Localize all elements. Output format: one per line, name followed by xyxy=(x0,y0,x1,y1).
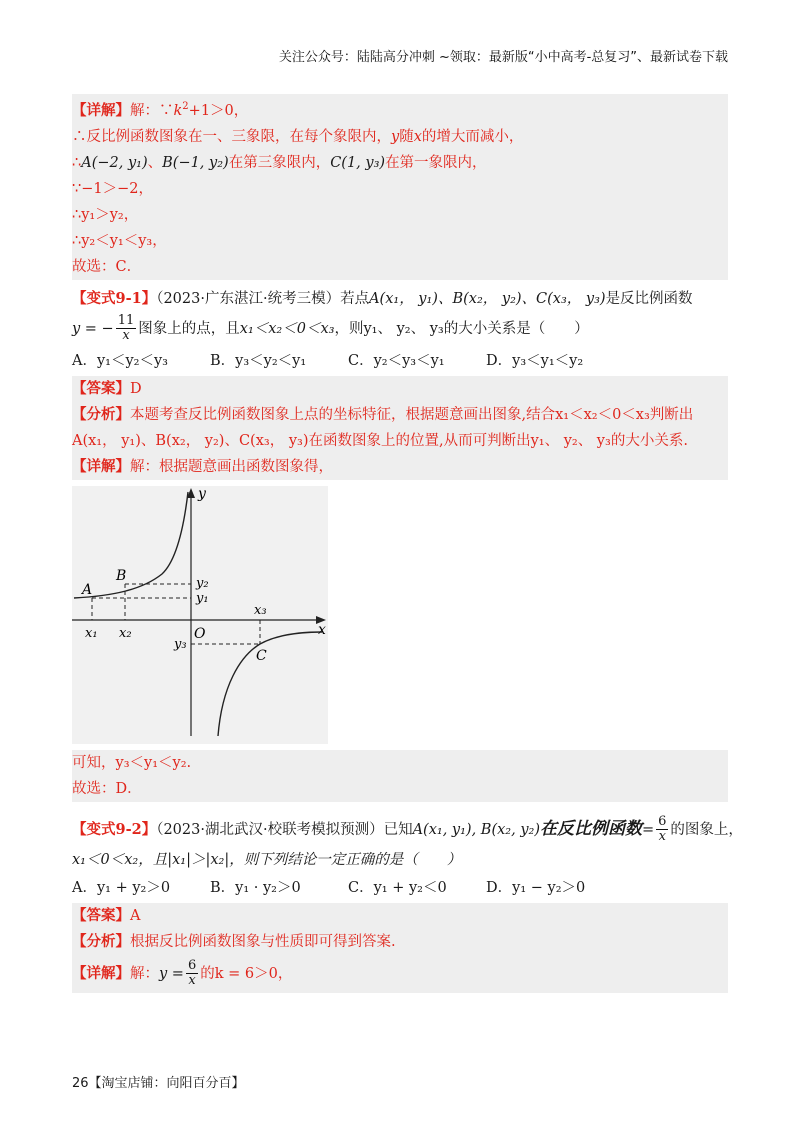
detail-pre: 解： xyxy=(130,965,159,982)
detail-tag: 【详解】 xyxy=(72,101,130,119)
variant-9-2-frac xyxy=(656,815,668,844)
label-o: O xyxy=(194,625,206,642)
label-y1: y₁ xyxy=(196,590,209,606)
option-b[interactable]: B．y₁ · y₂＞0 xyxy=(210,879,301,896)
detail-line2-y: y xyxy=(391,128,400,145)
variant-9-1-options xyxy=(72,346,728,376)
detail-denominator: x xyxy=(188,973,196,989)
detail-numerator: 6 xyxy=(187,958,197,974)
variant-9-2-end1: 的图象上， xyxy=(670,821,743,838)
detail-line3-mid: 在第三象限内， xyxy=(228,154,331,171)
page-footer: 26【淘宝店铺：向阳百分百】 xyxy=(72,1076,245,1091)
option-a[interactable]: A．y₁＜y₂＜y₃ xyxy=(72,352,168,369)
detail-line3-sep: 、 xyxy=(147,154,163,171)
variant-9-1-solution xyxy=(72,376,728,480)
variant-9-1-func-pre: y = − xyxy=(72,320,114,337)
label-y3: y₃ xyxy=(174,636,187,652)
label-b: B xyxy=(116,567,127,584)
answer-tag: 【答案】 xyxy=(72,906,130,924)
detail-line2: ∴反比例函数图象在一、三象限，在每个象限内， xyxy=(72,128,391,145)
option-a[interactable]: A．y₁ + y₂＞0 xyxy=(72,879,171,896)
variant-9-1 xyxy=(72,280,728,802)
detail-line3-B: B(−1, y₂) xyxy=(162,154,229,171)
label-x: x xyxy=(318,621,326,638)
detail-line1-k: k xyxy=(173,102,183,119)
label-x1: x₁ xyxy=(85,625,98,641)
variant-9-2-tag: 【变式9-2】 xyxy=(72,820,157,838)
answer-tag: 【答案】 xyxy=(72,379,130,397)
detail-tag: 【详解】 xyxy=(72,964,130,982)
page-header: 关注公众号：陆陆高分冲刺 ~领取：最新版“小中高考-总复习”、最新试卷下载 xyxy=(278,50,728,65)
variant-9-1-source: （2023·广东湛江·统考三模）若点 xyxy=(156,290,370,307)
answer-value: A xyxy=(130,907,141,924)
variant-9-1-func-frac xyxy=(116,314,137,343)
detail-line3-A: A(−2, y₁) xyxy=(81,154,148,171)
hyperbola-svg xyxy=(72,486,328,744)
detail-text-2: 解：根据题意画出函数图象得， xyxy=(130,458,333,475)
variant-9-2-solution xyxy=(72,903,728,993)
detail-line6: ∴y₂＜y₁＜y₃， xyxy=(72,232,167,249)
analysis-tag: 【分析】 xyxy=(72,932,130,950)
variant-9-1-conclusion xyxy=(72,750,728,802)
detail-end: 的k = 6＞0， xyxy=(200,965,293,982)
detail-line1-sup: 2 xyxy=(182,101,189,112)
answer-value: D xyxy=(130,380,142,397)
func-numerator: 11 xyxy=(117,313,135,329)
conclusion-line: 可知，y₃＜y₁＜y₂. xyxy=(72,754,192,771)
variant-9-2-line2: x₁＜0＜x₂，且|x₁|＞|x₂|，则下列结论一定正确的是（ ） xyxy=(72,851,462,868)
variant-9-1-cond: x₁＜x₂＜0＜x₃ xyxy=(239,320,335,337)
analysis-line2: A(x₁， y₁)、B(x₂， y₂)、C(x₃， y₃)在函数图象上的位置,从而可判断出y₁、 y₂、 y₃的大小关系. xyxy=(72,432,688,449)
detail-line3-C: C(1, y₃) xyxy=(330,154,386,171)
variant-9-2-source: （2023·湖北武汉·校联考模拟预测）已知 xyxy=(156,821,413,838)
variant-9-2-points: A(x₁, y₁), B(x₂, y₂) xyxy=(412,821,540,838)
analysis-line1: 本题考查反比例函数图象上点的坐标特征，根据题意画出图象,结合x₁＜x₂＜0＜x₃判断出 xyxy=(130,406,694,423)
option-d[interactable]: D．y₃＜y₁＜y₂ xyxy=(486,352,584,369)
option-b[interactable]: B．y₃＜y₂＜y₁ xyxy=(210,352,307,369)
detail-line3-pre: ∴ xyxy=(72,154,82,171)
analysis-tag: 【分析】 xyxy=(72,405,130,423)
label-y: y xyxy=(198,485,206,502)
label-a: A xyxy=(82,581,93,598)
label-y2: y₂ xyxy=(196,575,209,591)
detail-line5: ∴y₁＞y₂， xyxy=(72,206,139,223)
detail-line3-end: 在第一象限内， xyxy=(385,154,487,171)
detail-block-1 xyxy=(72,94,728,280)
detail-line2-x: x xyxy=(413,128,422,145)
option-c[interactable]: C．y₂＜y₃＜y₁ xyxy=(348,352,445,369)
variant-9-1-line2-mid: 图象上的点，且 xyxy=(138,320,240,337)
detail-frac xyxy=(186,959,198,988)
v2-denominator: x xyxy=(658,829,666,845)
variant-9-1-tag: 【变式9-1】 xyxy=(72,289,157,307)
detail-line1-a: 解：∵ xyxy=(130,102,174,119)
v2-numerator: 6 xyxy=(658,814,667,830)
page-content xyxy=(72,94,743,993)
option-c[interactable]: C．y₁ + y₂＜0 xyxy=(348,879,447,896)
label-c: C xyxy=(256,647,267,664)
detail-line2-mid: 随 xyxy=(399,128,414,145)
variant-9-2-options xyxy=(72,873,728,903)
detail-tag-2: 【详解】 xyxy=(72,457,130,475)
variant-9-2-in-text: 在反比例函数 xyxy=(539,818,642,839)
hyperbola-graph xyxy=(72,486,328,744)
variant-9-1-end1: 是反比例函数 xyxy=(605,290,693,307)
hyperbola-branch-right xyxy=(218,632,322,736)
detail-line7: 故选：C． xyxy=(72,258,142,275)
variant-9-1-line2-end: ，则y₁、 y₂、 y₃的大小关系是（ ） xyxy=(334,320,589,337)
detail-y: y = xyxy=(159,965,184,982)
detail-line2-end: 的增大而减小， xyxy=(421,128,524,145)
variant-9-1-points: A(x₁， y₁)、B(x₂， y₂)、C(x₃， y₃) xyxy=(369,290,606,307)
func-denominator: x xyxy=(122,328,130,344)
variant-9-2-eq: = xyxy=(641,821,655,838)
variant-9-2 xyxy=(72,802,743,993)
label-x2: x₂ xyxy=(119,625,132,641)
option-d[interactable]: D．y₁ − y₂＞0 xyxy=(486,879,586,896)
detail-line1-b: +1＞0， xyxy=(188,102,249,119)
analysis-text: 根据反比例函数图象与性质即可得到答案. xyxy=(130,933,396,950)
label-x3: x₃ xyxy=(254,602,267,618)
detail-line4: ∵−1＞−2， xyxy=(72,180,153,197)
choose-line: 故选：D． xyxy=(72,780,142,797)
